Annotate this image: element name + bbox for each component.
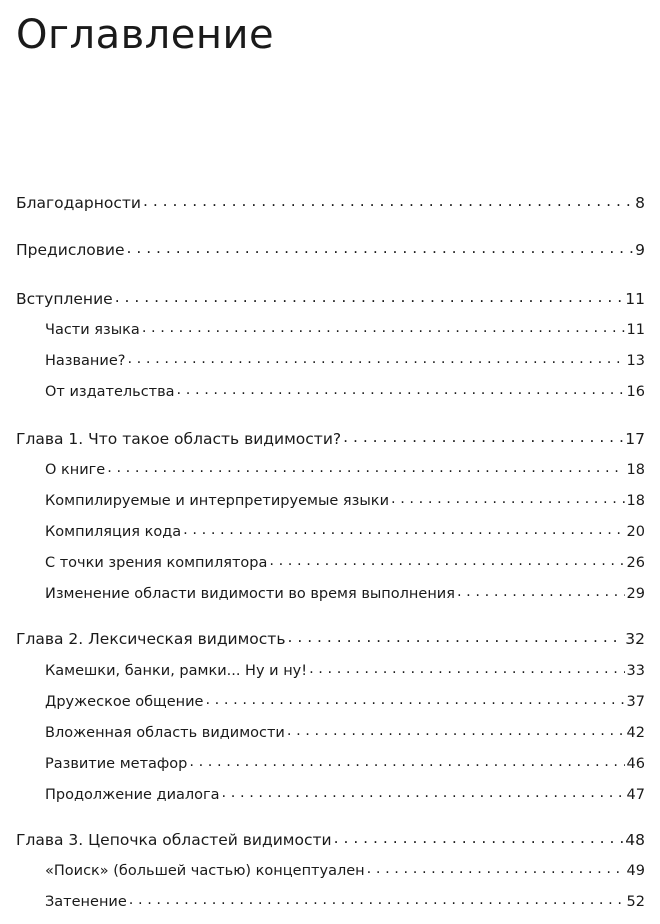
toc-entry-chapter-1: [16, 425, 645, 449]
toc-leader-dots: [367, 859, 625, 879]
toc-entry-section: [45, 719, 645, 743]
toc-entry-page: 52: [626, 894, 645, 910]
toc-entry-title: Камешки, банки, рамки... Ну и ну!: [45, 663, 308, 679]
toc-entry-page: 46: [626, 756, 645, 772]
toc-leader-dots: [343, 427, 623, 447]
toc-leader-dots: [391, 489, 625, 509]
toc-entry-page: 29: [626, 586, 645, 602]
toc-entry-page: 13: [626, 353, 645, 369]
toc-entry-section: [45, 888, 645, 912]
toc-leader-dots: [126, 238, 633, 258]
toc-entry-title: Затенение: [45, 894, 127, 910]
toc-entry-page: 33: [626, 663, 645, 679]
toc-entry-page: 9: [635, 241, 645, 259]
toc-leader-dots: [107, 458, 624, 478]
toc-entry-title: От издательства: [45, 384, 175, 400]
toc-entry-page: 11: [626, 322, 645, 338]
toc-entry-title: Компилируемые и интерпретируемые языки: [45, 493, 389, 509]
toc-entry-section: [45, 750, 645, 774]
toc-leader-dots: [129, 890, 625, 910]
toc-entry-title: Продолжение диалога: [45, 787, 220, 803]
toc-leader-dots: [222, 783, 625, 803]
toc-entry-chapter-2: [16, 625, 645, 649]
toc-entry-title: Вложенная область видимости: [45, 725, 285, 741]
toc-leader-dots: [143, 191, 633, 211]
toc-entry-section: [45, 456, 645, 480]
toc-entry-title: О книге: [45, 462, 106, 478]
toc-entry-page: 32: [625, 630, 645, 648]
page-title: Оглавление: [16, 12, 275, 58]
toc-entry-section: [45, 378, 645, 402]
toc-entry-section: [45, 580, 645, 604]
toc-entry-page: 17: [625, 430, 645, 448]
toc-entry-page: 11: [625, 290, 645, 308]
toc-entry-title: С точки зрения компилятора: [45, 555, 268, 571]
toc-entry-title: Части языка: [45, 322, 140, 338]
toc-entry-page: 8: [635, 194, 645, 212]
toc-entry-section: [45, 657, 645, 681]
toc-entry-title: Название?: [45, 353, 126, 369]
toc-entry-acknowledgements: [16, 189, 645, 213]
toc-entry-section: [45, 781, 645, 805]
toc-entry-section: [45, 857, 645, 881]
toc-entry-section: [45, 549, 645, 573]
toc-entry-page: 18: [626, 493, 645, 509]
toc-leader-dots: [205, 690, 624, 710]
toc-leader-dots: [457, 582, 625, 602]
toc-entry-title: Изменение области видимости во время выполнения: [45, 586, 455, 602]
toc-entry-title: Предисловие: [16, 241, 125, 259]
toc-entry-page: 16: [626, 384, 645, 400]
toc-leader-dots: [309, 659, 624, 679]
toc-leader-dots: [115, 287, 624, 307]
toc-entry-section: [45, 487, 645, 511]
toc-leader-dots: [189, 752, 624, 772]
toc-entry-page: 26: [626, 555, 645, 571]
toc-leader-dots: [334, 828, 624, 848]
toc-entry-page: 37: [626, 694, 645, 710]
toc-entry-chapter-3: [16, 826, 645, 850]
toc-entry-title: Глава 3. Цепочка областей видимости: [16, 831, 332, 849]
toc-entry-page: 18: [626, 462, 645, 478]
toc-entry-title: Дружеское общение: [45, 694, 204, 710]
toc-leader-dots: [287, 721, 625, 741]
toc-entry-title: Глава 1. Что такое область видимости?: [16, 430, 342, 448]
toc-leader-dots: [269, 551, 624, 571]
toc-leader-dots: [183, 520, 624, 540]
toc-entry-page: 48: [625, 831, 645, 849]
toc-entry-title: Вступление: [16, 290, 113, 308]
toc-entry-section: [45, 688, 645, 712]
toc-entry-title: Компиляция кода: [45, 524, 182, 540]
toc-leader-dots: [287, 627, 623, 647]
toc-entry-introduction: [16, 285, 645, 309]
toc-entry-page: 42: [626, 725, 645, 741]
toc-entry-title: Благодарности: [16, 194, 141, 212]
toc-leader-dots: [177, 380, 625, 400]
toc-entry-title: Развитие метафор: [45, 756, 188, 772]
toc-leader-dots: [127, 349, 624, 369]
toc-leader-dots: [142, 318, 625, 338]
toc-entry-page: 20: [626, 524, 645, 540]
toc-entry-section: [45, 316, 645, 340]
toc-entry-page: 49: [626, 863, 645, 879]
toc-entry-title: «Поиск» (большей частью) концептуален: [45, 863, 365, 879]
toc-entry-title: Глава 2. Лексическая видимость: [16, 630, 286, 648]
toc-entry-section: [45, 347, 645, 371]
toc-entry-page: 47: [626, 787, 645, 803]
toc-entry-section: [45, 518, 645, 542]
toc-entry-preface: [16, 236, 645, 260]
